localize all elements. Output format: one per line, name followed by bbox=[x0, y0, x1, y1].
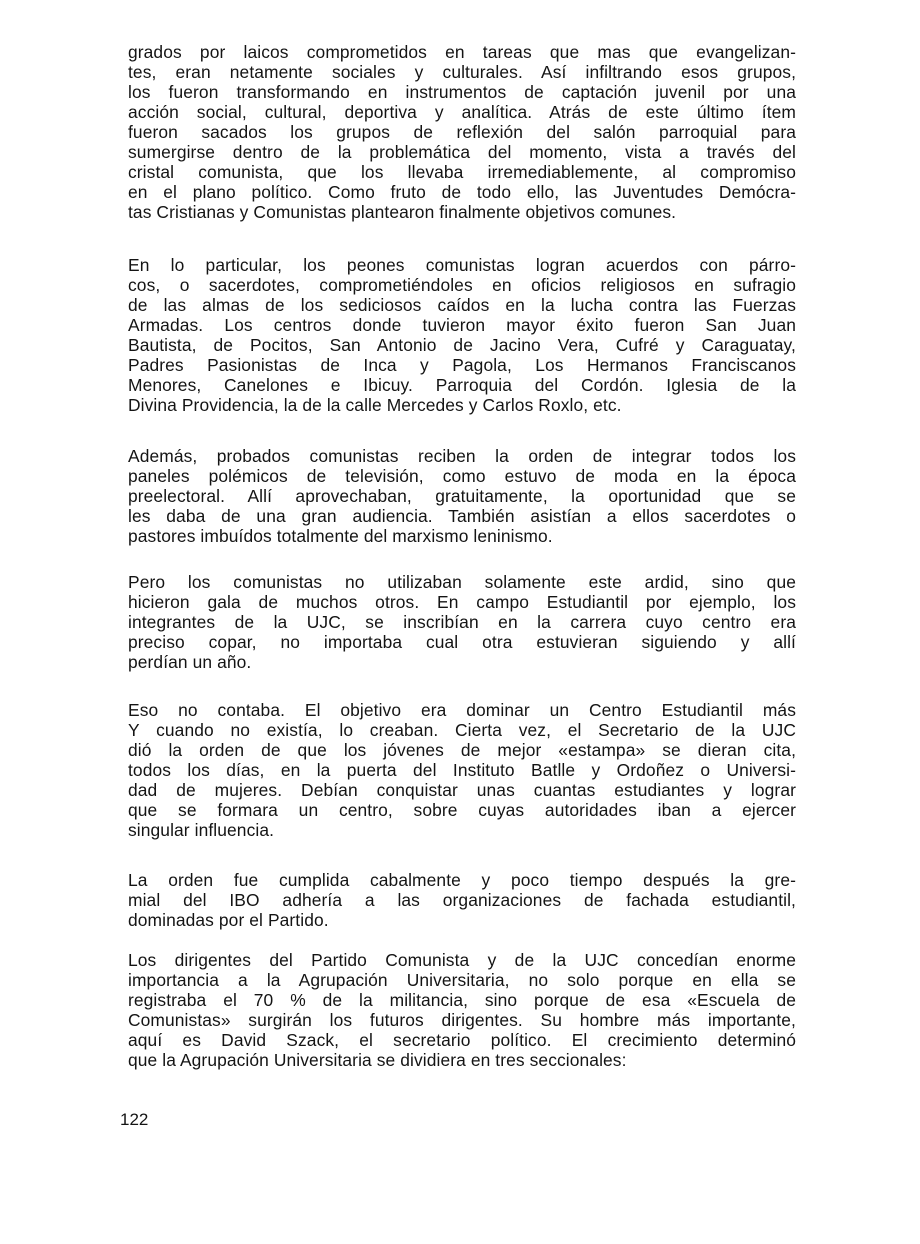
paragraph bbox=[128, 870, 796, 930]
text-line: Menores, Canelones e Ibicuy. Parroquia del Cordón. Iglesia de la bbox=[128, 375, 796, 395]
text-line: importancia a la Agrupación Universitaria, no solo porque en ella se bbox=[128, 970, 796, 990]
text-line: dió la orden de que los jóvenes de mejor «estampa» se dieran cita, bbox=[128, 740, 796, 760]
text-line: que se formara un centro, sobre cuyas autoridades iban a ejercer bbox=[128, 800, 796, 820]
text-line: acción social, cultural, deportiva y analítica. Atrás de este último ítem bbox=[128, 102, 796, 122]
text-line: en el plano político. Como fruto de todo ello, las Juventudes Demócra- bbox=[128, 182, 796, 202]
text-line: La orden fue cumplida cabalmente y poco tiempo después la gre- bbox=[128, 870, 796, 890]
text-line: preciso copar, no importaba cual otra estuvieran siguiendo y allí bbox=[128, 632, 796, 652]
text-line: Divina Providencia, la de la calle Mercedes y Carlos Roxlo, etc. bbox=[128, 395, 622, 415]
text-line: perdían un año. bbox=[128, 652, 252, 672]
text-line: Los dirigentes del Partido Comunista y de la UJC concedían enorme bbox=[128, 950, 796, 970]
paragraph bbox=[128, 42, 796, 222]
text-line: sumergirse dentro de la problemática del momento, vista a través del bbox=[128, 142, 796, 162]
paragraph bbox=[128, 700, 796, 840]
text-line: mial del IBO adhería a las organizaciones de fachada estudiantil, bbox=[128, 890, 796, 910]
text-line: preelectoral. Allí aprovechaban, gratuitamente, la oportunidad que se bbox=[128, 486, 796, 506]
text-line: les daba de una gran audiencia. También asistían a ellos sacerdotes o bbox=[128, 506, 796, 526]
text-line: de las almas de los sediciosos caídos en la lucha contra las Fuerzas bbox=[128, 295, 796, 315]
text-line: Padres Pasionistas de Inca y Pagola, Los Hermanos Franciscanos bbox=[128, 355, 796, 375]
text-line: dad de mujeres. Debían conquistar unas cuantas estudiantes y lograr bbox=[128, 780, 796, 800]
paragraph bbox=[128, 572, 796, 672]
text-line: paneles polémicos de televisión, como estuvo de moda en la época bbox=[128, 466, 796, 486]
text-line: pastores imbuídos totalmente del marxismo leninismo. bbox=[128, 526, 553, 546]
page-number: 122 bbox=[120, 1110, 149, 1129]
text-line: cristal comunista, que los llevaba irremediablemente, al compromiso bbox=[128, 162, 796, 182]
paragraph bbox=[128, 950, 796, 1070]
text-line: todos los días, en la puerta del Instituto Batlle y Ordoñez o Universi- bbox=[128, 760, 796, 780]
text-line: En lo particular, los peones comunistas logran acuerdos con párro- bbox=[128, 255, 796, 275]
text-line: cos, o sacerdotes, comprometiéndoles en oficios religiosos en sufragio bbox=[128, 275, 796, 295]
text-line: integrantes de la UJC, se inscribían en la carrera cuyo centro era bbox=[128, 612, 796, 632]
text-line: Y cuando no existía, lo creaban. Cierta vez, el Secretario de la UJC bbox=[128, 720, 796, 740]
text-line: registraba el 70 % de la militancia, sino porque de esa «Escuela de bbox=[128, 990, 796, 1010]
text-line: Además, probados comunistas reciben la orden de integrar todos los bbox=[128, 446, 796, 466]
text-line: hicieron gala de muchos otros. En campo Estudiantil por ejemplo, los bbox=[128, 592, 796, 612]
text-line: que la Agrupación Universitaria se dividiera en tres seccionales: bbox=[128, 1050, 627, 1070]
text-line: Pero los comunistas no utilizaban solamente este ardid, sino que bbox=[128, 572, 796, 592]
text-line: singular influencia. bbox=[128, 820, 275, 840]
text-line: Armadas. Los centros donde tuvieron mayor éxito fueron San Juan bbox=[128, 315, 796, 335]
text-line: dominadas por el Partido. bbox=[128, 910, 329, 930]
text-line: Eso no contaba. El objetivo era dominar un Centro Estudiantil más bbox=[128, 700, 796, 720]
paragraph bbox=[128, 255, 796, 415]
text-line: Bautista, de Pocitos, San Antonio de Jacino Vera, Cufré y Caraguatay, bbox=[128, 335, 796, 355]
text-line: aquí es David Szack, el secretario político. El crecimiento determinó bbox=[128, 1030, 796, 1050]
text-line: fueron sacados los grupos de reflexión del salón parroquial para bbox=[128, 122, 796, 142]
text-line: tes, eran netamente sociales y culturales. Así infiltrando esos grupos, bbox=[128, 62, 796, 82]
text-line: Comunistas» surgirán los futuros dirigentes. Su hombre más importante, bbox=[128, 1010, 796, 1030]
text-line: los fueron transformando en instrumentos de captación juvenil por una bbox=[128, 82, 796, 102]
paragraph bbox=[128, 446, 796, 546]
text-line: tas Cristianas y Comunistas plantearon finalmente objetivos comunes. bbox=[128, 202, 677, 222]
text-line: grados por laicos comprometidos en tareas que mas que evangelizan- bbox=[128, 42, 796, 62]
